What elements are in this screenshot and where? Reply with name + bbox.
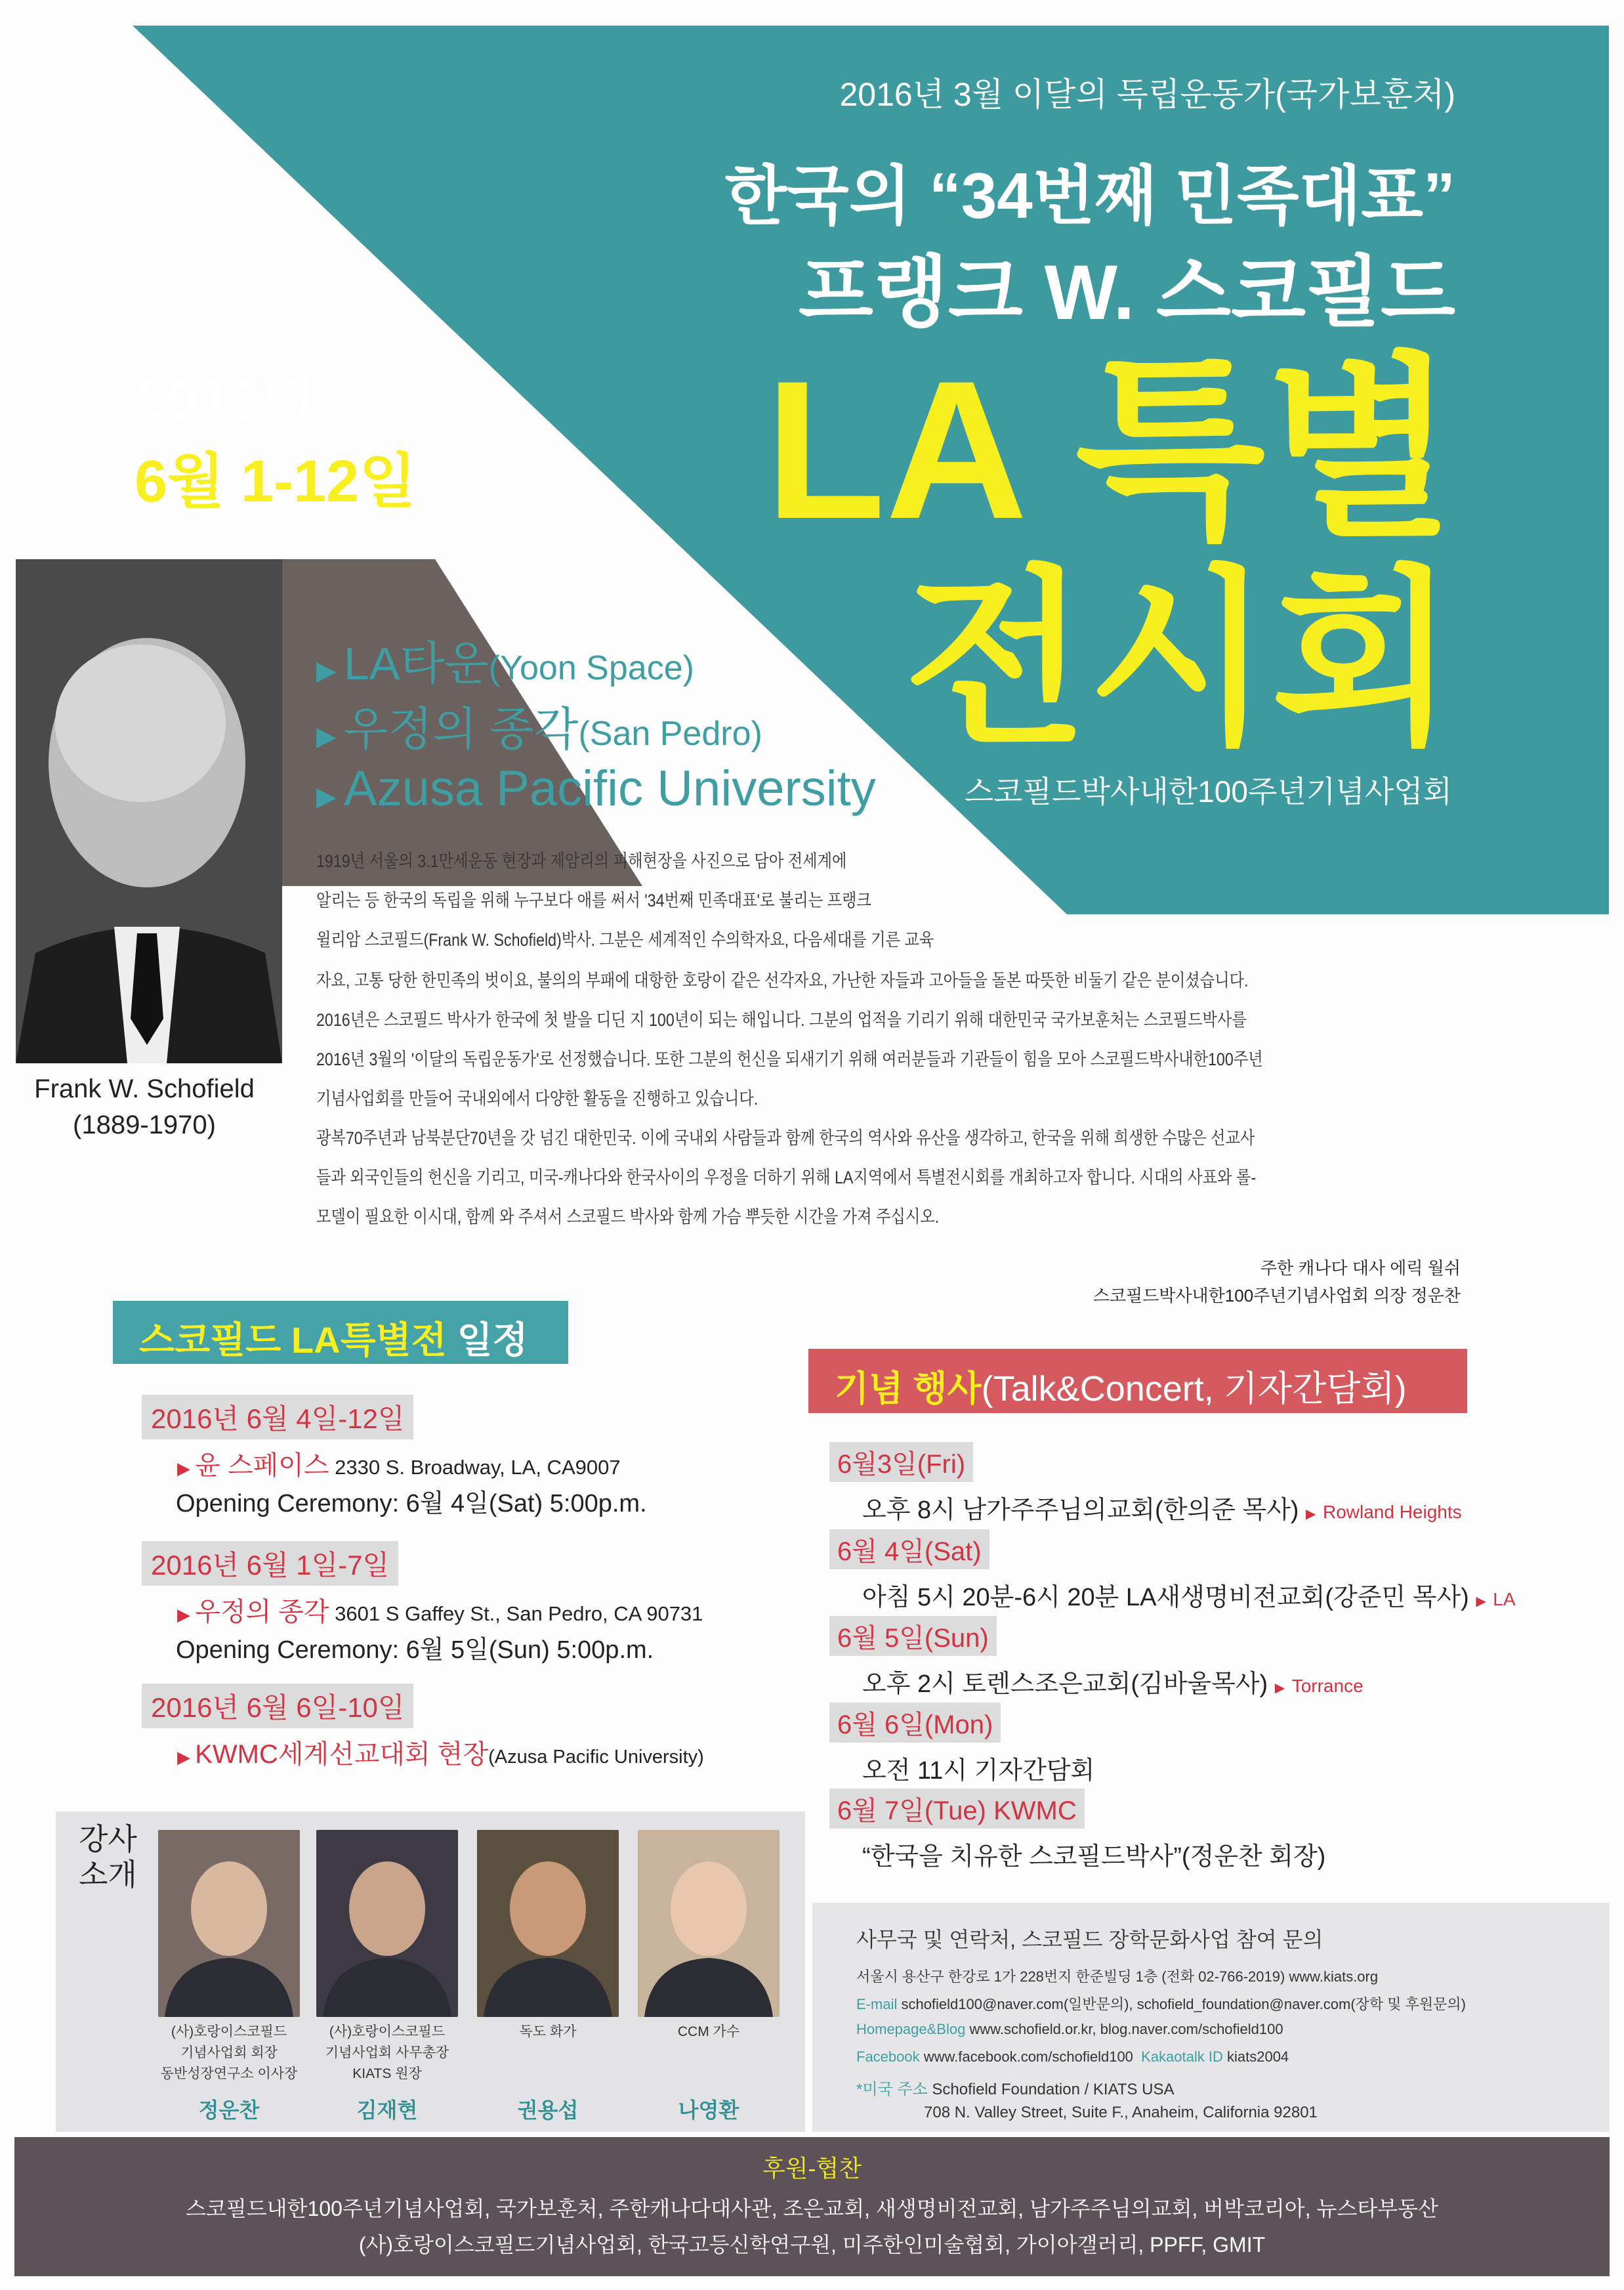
- schedule-date: 2016년 6월 4일-12일: [142, 1395, 413, 1439]
- contact-title: 사무국 및 연락처, 스코필드 장학문화사업 참여 문의: [856, 1928, 1323, 1951]
- speaker-name: 김재현: [356, 2098, 418, 2122]
- schedule-venue-name: 윤 스페이스: [195, 1451, 329, 1480]
- big-title-line2: 전시회: [904, 553, 1455, 766]
- schedule-venue-name: KWMC세계선교대회 현장: [195, 1740, 489, 1769]
- event-description: 오후 2시 토렌스조은교회(김바울목사): [862, 1670, 1268, 1698]
- speaker-caption: [303, 2022, 471, 2085]
- speakers-label-1: 강사: [79, 1822, 137, 1856]
- portrait-name: Frank W. Schofield: [34, 1074, 255, 1103]
- triangle-bullet-icon: ▶: [316, 782, 344, 811]
- schedule-venue: [177, 1733, 704, 1771]
- schedule-date: 2016년 6월 6일-10일: [142, 1684, 413, 1728]
- speaker-photo: [158, 1830, 300, 2017]
- speakers-label-2: 소개: [79, 1857, 137, 1892]
- intro-line: 2016년 3월의 '이달의 독립운동가'로 선정했습니다. 또한 그분의 헌신을 되새기기 위해 여러분들과 기관들이 힘을 모아 스코필드박사내한100주년: [316, 1050, 1263, 1069]
- contact-social: [856, 2048, 1289, 2066]
- header-title-line2: 프랭크 W. 스코필드: [798, 249, 1455, 336]
- event-item: [862, 1836, 1325, 1872]
- triangle-bullet-icon: ▶: [316, 722, 344, 751]
- event-date: 6월 5일(Sun): [829, 1616, 997, 1656]
- email-value: schofield100@naver.com(일반문의), schofield_foundation@naver.com(장학 및 후원문의): [897, 1996, 1466, 2012]
- schedule-venue-address: 2330 S. Broadway, LA, CA9007: [329, 1456, 621, 1479]
- event-item: [862, 1489, 1462, 1525]
- signature-1: 주한 캐나다 대사 에릭 월쉬: [1260, 1258, 1461, 1278]
- venue-en: (Yoon Space): [488, 649, 694, 687]
- intro-line: 광복70주년과 남북분단70년을 갓 넘긴 대한민국. 이에 국내외 사람들과 함께 한국의 역사와 유산을 생각하고, 한국을 위해 희생한 수많은 선교사: [316, 1128, 1255, 1148]
- speaker-caption: [625, 2022, 793, 2043]
- triangle-bullet-icon: ▶: [1274, 1681, 1285, 1695]
- contact-homepage: [856, 2021, 1283, 2038]
- speaker-name: 권용섭: [517, 2098, 579, 2122]
- date-range: 6월 1-12일: [135, 449, 417, 515]
- facebook-label: Facebook: [856, 2048, 920, 2065]
- intro-line: 2016년은 스코필드 박사가 한국에 첫 발을 디딘 지 100년이 되는 해입니다. 그분의 업적을 기리기 위해 대한민국 국가보훈처는 스코필드박사를: [316, 1010, 1247, 1030]
- signature-2: 스코필드박사내한100주년기념사업회 의장 정운찬: [1093, 1286, 1461, 1305]
- intro-line: 모델이 필요한 이시대, 함께 와 주셔서 스코필드 박사와 함께 가슴 뿌듯한 시간을 가져 주십시오.: [316, 1207, 940, 1227]
- us-address-line2: 708 N. Valley Street, Suite F., Anaheim, California 92801: [924, 2104, 1318, 2121]
- portrait-years: (1889-1970): [73, 1111, 216, 1139]
- speaker-role: (사)호랑이스코필드: [329, 2024, 446, 2039]
- speaker-role: CCM 가수: [677, 2024, 740, 2039]
- event-item: [862, 1750, 1094, 1786]
- schedule-venue-address: 3601 S Gaffey St., San Pedro, CA 90731: [329, 1602, 703, 1625]
- triangle-bullet-icon: ▶: [177, 1747, 196, 1767]
- schedule-opening: Opening Ceremony: 6월 4일(Sat) 5:00p.m.: [176, 1490, 647, 1517]
- sponsors-line2: (사)호랑이스코필드기념사업회, 한국고등신학연구원, 미주한인미술협회, 가이아갤러리, PPFF, GMIT: [358, 2233, 1266, 2257]
- contact-us-address: [856, 2076, 1175, 2099]
- schedule-venue-address: (Azusa Pacific University): [488, 1747, 704, 1768]
- facebook-value: www.facebook.com/schofield100: [919, 2048, 1142, 2065]
- intro-line: 기념사업회를 만들어 국내외에서 다양한 활동을 진행하고 있습니다.: [316, 1089, 759, 1109]
- intro-line: 자요, 고통 당한 한민족의 벗이요, 불의의 부패에 대항한 호랑이 같은 선각자요, 가난한 자들과 고아들을 돌본 따뜻한 비둘기 같은 분이셨습니다.: [316, 971, 1249, 990]
- homepage-label: Homepage&Blog: [856, 2021, 966, 2037]
- venue-en: Azusa Pacific University: [343, 761, 876, 816]
- venue-ko: 우정의 종각: [343, 704, 579, 755]
- event-location: Torrance: [1291, 1676, 1364, 1696]
- event-date: 6월 6일(Mon): [829, 1703, 1001, 1743]
- sponsors-title: 후원-협찬: [762, 2155, 862, 2182]
- schedule-venue: [177, 1591, 703, 1628]
- events-heading-rest: (Talk&Concert, 기자간담회): [981, 1369, 1407, 1409]
- speakers-label: [79, 1821, 137, 1892]
- speaker-role: 기념사업회 회장: [180, 2045, 278, 2060]
- speaker-caption: [464, 2022, 632, 2043]
- speaker-role: (사)호랑이스코필드: [171, 2024, 287, 2039]
- schofield-portrait: [16, 559, 282, 1063]
- intro-line: 들과 외국인들의 헌신을 기리고, 미국-캐나다와 한국사이의 우정을 더하기 위해 LA지역에서 특별전시회를 개최하고자 합니다. 시대의 사표와 롤-: [316, 1168, 1257, 1187]
- schedule-venue: [177, 1445, 621, 1482]
- events-heading: [808, 1349, 1467, 1413]
- triangle-bullet-icon: ▶: [1306, 1507, 1316, 1521]
- schedule-heading-highlight: 스코필드 LA특별전: [139, 1319, 447, 1361]
- event-date: 6월 4일(Sat): [829, 1529, 989, 1569]
- venue-1: [316, 627, 694, 693]
- triangle-bullet-icon: ▶: [1476, 1594, 1486, 1609]
- event-description: 오후 8시 남가주주님의교회(한의준 목사): [862, 1496, 1299, 1524]
- event-description: 아침 5시 20분-6시 20분 LA새생명비전교회(강준민 목사): [862, 1584, 1469, 1611]
- intro-line: 윌리암 스코필드(Frank W. Schofield)박사. 그분은 세계적인 수의학자요, 다음세대를 기른 교육: [316, 930, 934, 950]
- header-subtitle: 2016년 3월 이달의 독립운동가(국가보훈처): [839, 76, 1455, 113]
- schedule-opening: Opening Ceremony: 6월 5일(Sun) 5:00p.m.: [176, 1636, 654, 1664]
- email-label: E-mail: [856, 1996, 898, 2012]
- event-location: Rowland Heights: [1322, 1502, 1462, 1522]
- event-description: 오전 11시 기자간담회: [862, 1757, 1095, 1785]
- triangle-bullet-icon: ▶: [177, 1605, 196, 1624]
- homepage-value: www.schofield.or.kr, blog.naver.com/schofield100: [965, 2021, 1283, 2037]
- event-location: LA: [1493, 1589, 1516, 1609]
- speaker-name: 나영환: [678, 2098, 739, 2122]
- header-title-line1: 한국의 “34번째 민족대표”: [724, 159, 1455, 232]
- us-address-label: *미국 주소: [856, 2081, 928, 2098]
- schedule-heading: [113, 1301, 568, 1364]
- venue-en: (San Pedro): [578, 715, 762, 753]
- speaker-role: 동반성장연구소 이사장: [160, 2066, 298, 2081]
- triangle-bullet-icon: ▶: [177, 1458, 196, 1478]
- venue-3: [316, 760, 876, 817]
- kakao-value: kiats2004: [1222, 2048, 1289, 2065]
- venue-2: [316, 692, 762, 759]
- intro-line: 1919년 서울의 3.1만세운동 현장과 제암리의 피해현장을 사진으로 담아 전세계에: [316, 851, 847, 871]
- speaker-role: 독도 화가: [519, 2024, 577, 2039]
- date-year: 2016년: [135, 369, 315, 432]
- event-item: [862, 1663, 1364, 1699]
- sponsors-line1: 스코필드내한100주년기념사업회, 국가보훈처, 주한캐나다대사관, 조은교회, 새생명비전교회, 남가주주님의교회, 버박코리아, 뉴스타부동산: [186, 2197, 1438, 2220]
- speaker-photo: [316, 1830, 458, 2017]
- speaker-role: KIATS 원장: [352, 2066, 422, 2081]
- speaker-photo: [477, 1830, 619, 2017]
- big-title-line1: LA 특별: [765, 339, 1455, 560]
- event-date: 6월 7일(Tue) KWMC: [829, 1789, 1085, 1829]
- kakao-label: Kakaotalk ID: [1141, 2048, 1223, 2065]
- us-address-line1: Schofield Foundation / KIATS USA: [927, 2081, 1175, 2098]
- organizer-label: 스코필드박사내한100주년기념사업회: [964, 774, 1452, 809]
- event-date: 6월3일(Fri): [829, 1442, 973, 1482]
- events-heading-highlight: 기념 행사: [835, 1369, 982, 1409]
- event-item: [862, 1577, 1516, 1613]
- contact-email: [856, 1993, 1466, 2014]
- event-description: “한국을 치유한 스코필드박사”(정운찬 회장): [862, 1843, 1326, 1871]
- venue-ko: LA타운: [343, 638, 489, 689]
- contact-address: 서울시 용산구 한강로 1가 228번지 한준빌딩 1층 (전화 02-766-2019) www.kiats.org: [856, 1968, 1379, 1985]
- speaker-photo: [638, 1830, 780, 2017]
- schedule-venue-name: 우정의 종각: [195, 1598, 329, 1626]
- schedule-heading-rest: 일정: [446, 1319, 528, 1361]
- speaker-name: 정운찬: [198, 2098, 260, 2122]
- intro-line: 알리는 등 한국의 독립을 위해 누구보다 애를 써서 '34번째 민족대표'로 불리는 프랭크: [316, 891, 871, 910]
- triangle-bullet-icon: ▶: [316, 656, 344, 685]
- schedule-date: 2016년 6월 1일-7일: [142, 1541, 398, 1586]
- speaker-caption: [145, 2022, 313, 2085]
- speaker-role: 기념사업회 사무총장: [325, 2045, 449, 2060]
